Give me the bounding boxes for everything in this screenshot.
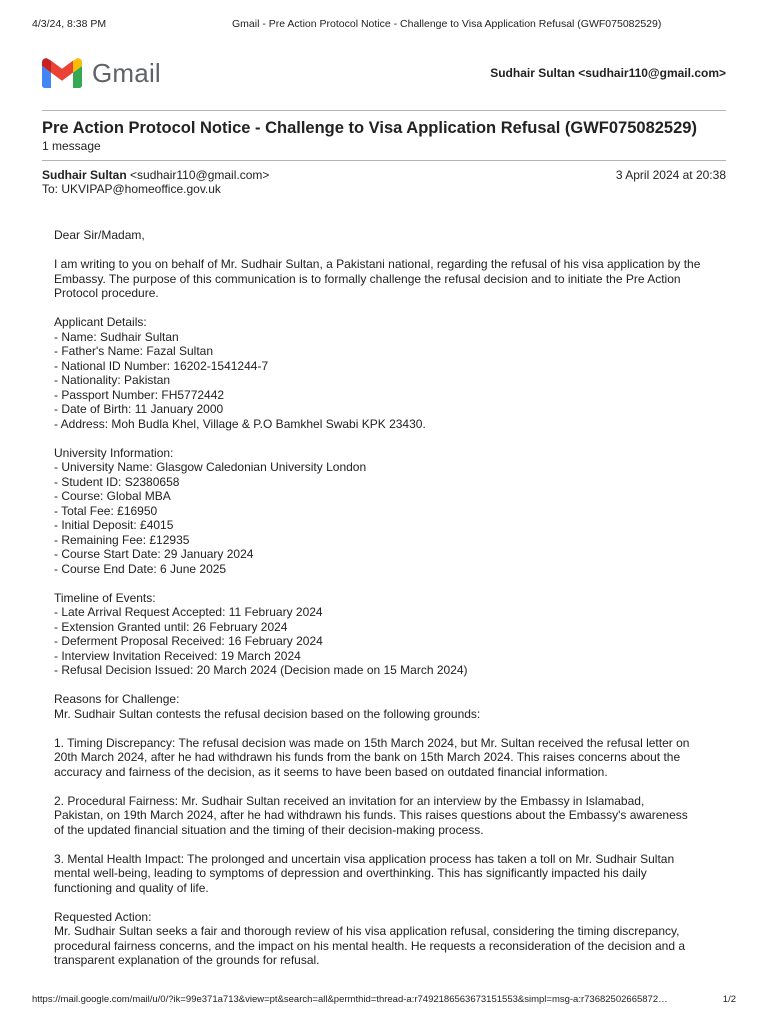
greeting: Dear Sir/Madam,: [54, 228, 145, 242]
list-item: - Nationality: Pakistan: [54, 373, 171, 387]
body-line: 20th March 2024, after he had withdrawn his funds from the bank on 15th March 2024. This raises concerns about the: [54, 750, 681, 764]
account-identity: Sudhair Sultan <sudhair110@gmail.com>: [490, 66, 726, 80]
section-heading: Requested Action:: [54, 909, 152, 924]
section-heading: University Information:: [54, 445, 174, 460]
list-item: - National ID Number: 16202-1541244-7: [54, 358, 269, 373]
body-line: transparent explanation of the grounds for refusal.: [54, 953, 320, 967]
brand-row: [42, 58, 726, 92]
sender-row: [42, 168, 726, 182]
body-line: Embassy. The purpose of this communication is to formally challenge the refusal decision and to initiate the Pre Action: [54, 271, 681, 286]
reason-procedural-fairness: [54, 794, 729, 838]
body-line: of the updated financial situation and the timing of their decision-making process.: [54, 822, 484, 837]
list-item: - Refusal Decision Issued: 20 March 2024 (Decision made on 15 March 2024): [54, 663, 468, 677]
sent-date: 3 April 2024 at 20:38: [615, 168, 726, 182]
university-information: [54, 446, 729, 577]
requested-action: [54, 910, 729, 968]
section-heading: Applicant Details:: [54, 315, 147, 329]
list-item: - Course End Date: 6 June 2025: [54, 561, 227, 576]
intro-paragraph: [54, 257, 729, 301]
thread-subject: Pre Action Protocol Notice - Challenge to Visa Application Refusal (GWF075082529): [42, 119, 697, 137]
timeline-of-events: [54, 591, 729, 678]
sender-name: Sudhair Sultan: [42, 168, 127, 182]
list-item: - Deferment Proposal Received: 16 February 2024: [54, 634, 323, 648]
list-item: - Student ID: S2380658: [54, 474, 180, 489]
page-number: 1/2: [722, 994, 736, 1005]
applicant-details: [54, 315, 729, 431]
list-item: - Extension Granted until: 26 February 2024: [54, 619, 288, 634]
body-line: 1. Timing Discrepancy: The refusal decision was made on 15th March 2024, but Mr. Sultan received the refusal letter on: [54, 735, 690, 750]
body-line: Mr. Sudhair Sultan contests the refusal decision based on the following grounds:: [54, 706, 481, 721]
reason-timing-discrepancy: [54, 736, 729, 780]
gmail-wordmark: Gmail: [92, 58, 161, 88]
section-heading: Reasons for Challenge:: [54, 692, 180, 706]
list-item: - Course: Global MBA: [54, 489, 171, 503]
gmail-logo-icon: [42, 58, 82, 88]
divider-message: [42, 160, 726, 161]
reason-mental-health: [54, 852, 729, 896]
sender-email: <sudhair110@gmail.com>: [130, 168, 270, 182]
body-line: procedural fairness concerns, and the impact on his mental health. He requests a reconsideration of the decision and a: [54, 938, 686, 953]
message-body: [54, 228, 729, 982]
body-line: Mr. Sudhair Sultan seeks a fair and thorough review of his visa application refusal, considering the timing discrepancy,: [54, 924, 680, 938]
body-line: Protocol procedure.: [54, 286, 159, 300]
body-line: functioning and quality of life.: [54, 880, 209, 895]
divider-top: [42, 110, 726, 111]
recipient-line: To: UKVIPAP@homeoffice.gov.uk: [42, 182, 221, 196]
print-datetime: 4/3/24, 8:38 PM: [32, 18, 107, 30]
footer-url: https://mail.google.com/mail/u/0/?ik=99e371a713&view=pt&search=all&permthid=thread-a:r7492186563673151553&simpl=msg-a:r73682502665872…: [32, 994, 668, 1005]
list-item: - Initial Deposit: £4015: [54, 518, 174, 532]
list-item: - University Name: Glasgow Caledonian University London: [54, 460, 367, 474]
body-line: mental well-being, leading to symptoms of depression and overthinking. This has significantly impacted his daily: [54, 866, 647, 880]
list-item: - Interview Invitation Received: 19 March 2024: [54, 648, 301, 663]
body-line: 3. Mental Health Impact: The prolonged and uncertain visa application process has taken a toll on Mr. Sudhair Sultan: [54, 851, 675, 866]
list-item: - Course Start Date: 29 January 2024: [54, 547, 254, 561]
list-item: - Remaining Fee: £12935: [54, 532, 190, 547]
list-item: - Father's Name: Fazal Sultan: [54, 344, 214, 358]
reasons-intro: [54, 692, 729, 721]
list-item: - Date of Birth: 11 January 2000: [54, 402, 224, 416]
body-line: Pakistan, on 19th March 2024, after he had withdrawn his funds. This raises questions about the Embassy's awareness: [54, 808, 688, 822]
list-item: - Passport Number: FH5772442: [54, 387, 225, 402]
list-item: - Late Arrival Request Accepted: 11 February 2024: [54, 605, 323, 619]
message-count: 1 message: [42, 139, 101, 153]
print-title: Gmail - Pre Action Protocol Notice - Challenge to Visa Application Refusal (GWF075082529): [232, 18, 662, 30]
list-item: - Name: Sudhair Sultan: [54, 329, 179, 344]
section-heading: Timeline of Events:: [54, 590, 156, 605]
body-line: 2. Procedural Fairness: Mr. Sudhair Sultan received an invitation for an interview by the Embassy in Islamabad,: [54, 793, 645, 808]
body-line: accuracy and fairness of the decision, as it seems to have been based on outdated financial information.: [54, 764, 608, 779]
list-item: - Total Fee: £16950: [54, 503, 158, 518]
body-line: I am writing to you on behalf of Mr. Sudhair Sultan, a Pakistani national, regarding the refusal of his visa application by the: [54, 257, 701, 271]
list-item: - Address: Moh Budla Khel, Village & P.O Bamkhel Swabi KPK 23430.: [54, 416, 426, 431]
